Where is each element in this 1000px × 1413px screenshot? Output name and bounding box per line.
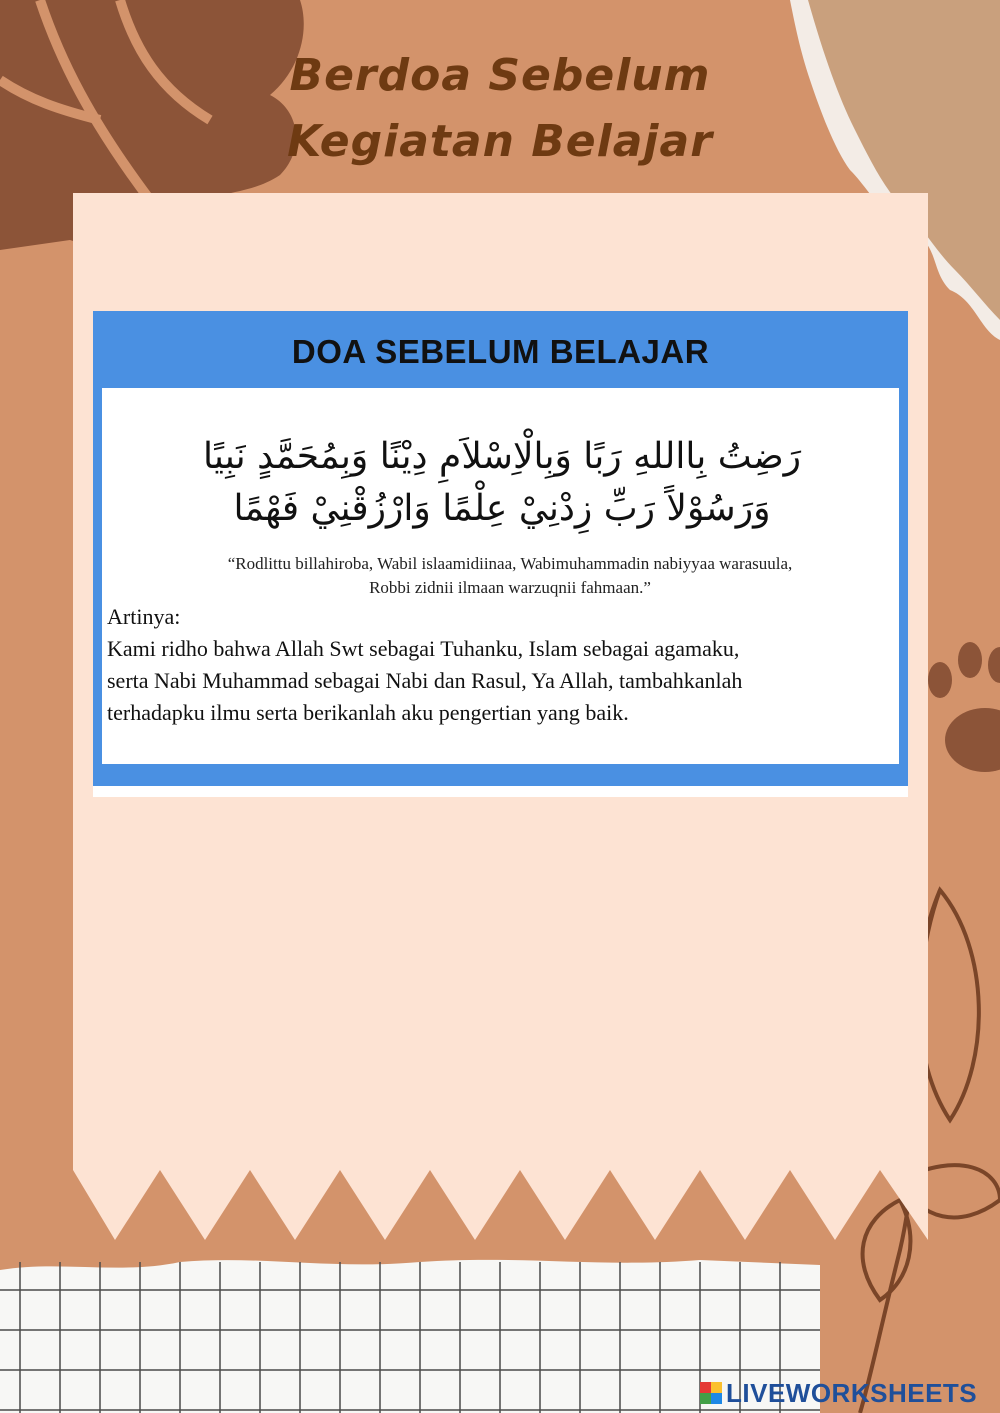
prayer-card [93,311,908,797]
page-title-line2: Kegiatan Belajar [287,116,713,167]
liveworksheets-brand[interactable] [700,1378,977,1408]
arabic-text-line1: رَضِتُ بِااللهِ رَبًا وَبِالْاِسْلاَمِ دِيْنًا وَبِمُحَمَّدٍ نَبِيًا [202,436,802,477]
grid-paper [0,1260,820,1413]
meaning-line1: Kami ridho bahwa Allah Swt sebagai Tuhanku, Islam sebagai agamaku, [107,636,740,661]
meaning-line2: serta Nabi Muhammad sebagai Nabi dan Rasul, Ya Allah, tambahkanlah [107,668,743,693]
card-header [93,311,908,388]
meaning-label: Artinya: [107,604,181,629]
brand-text: LIVEWORKSHEETS [726,1377,978,1408]
paw-print-icon [928,642,1000,772]
liveworksheets-logo-icon [700,1382,722,1404]
card-header-title: DOA SEBELUM BELAJAR [291,333,710,370]
transliteration-line1: “Rodlittu billahiroba, Wabil islaamidiinaa, Wabimuhammadin nabiyyaa warasuula, [227,554,793,573]
card-body [102,388,898,764]
transliteration-line2: Robbi zidnii ilmaan warzuqnii fahmaan.” [369,578,651,597]
card-footer-bar [93,764,908,786]
card-border-right [899,388,908,764]
arabic-text-line2: وَرَسُوْلاً رَبِّ زِدْنِيْ عِلْمًا وَارْزُقْنِيْ فَهْمًا [233,488,771,529]
page-title-line1: Berdoa Sebelum [289,50,711,101]
card-border-left [93,388,102,764]
meaning-line3: terhadapku ilmu serta berikanlah aku pengertian yang baik. [107,700,629,725]
